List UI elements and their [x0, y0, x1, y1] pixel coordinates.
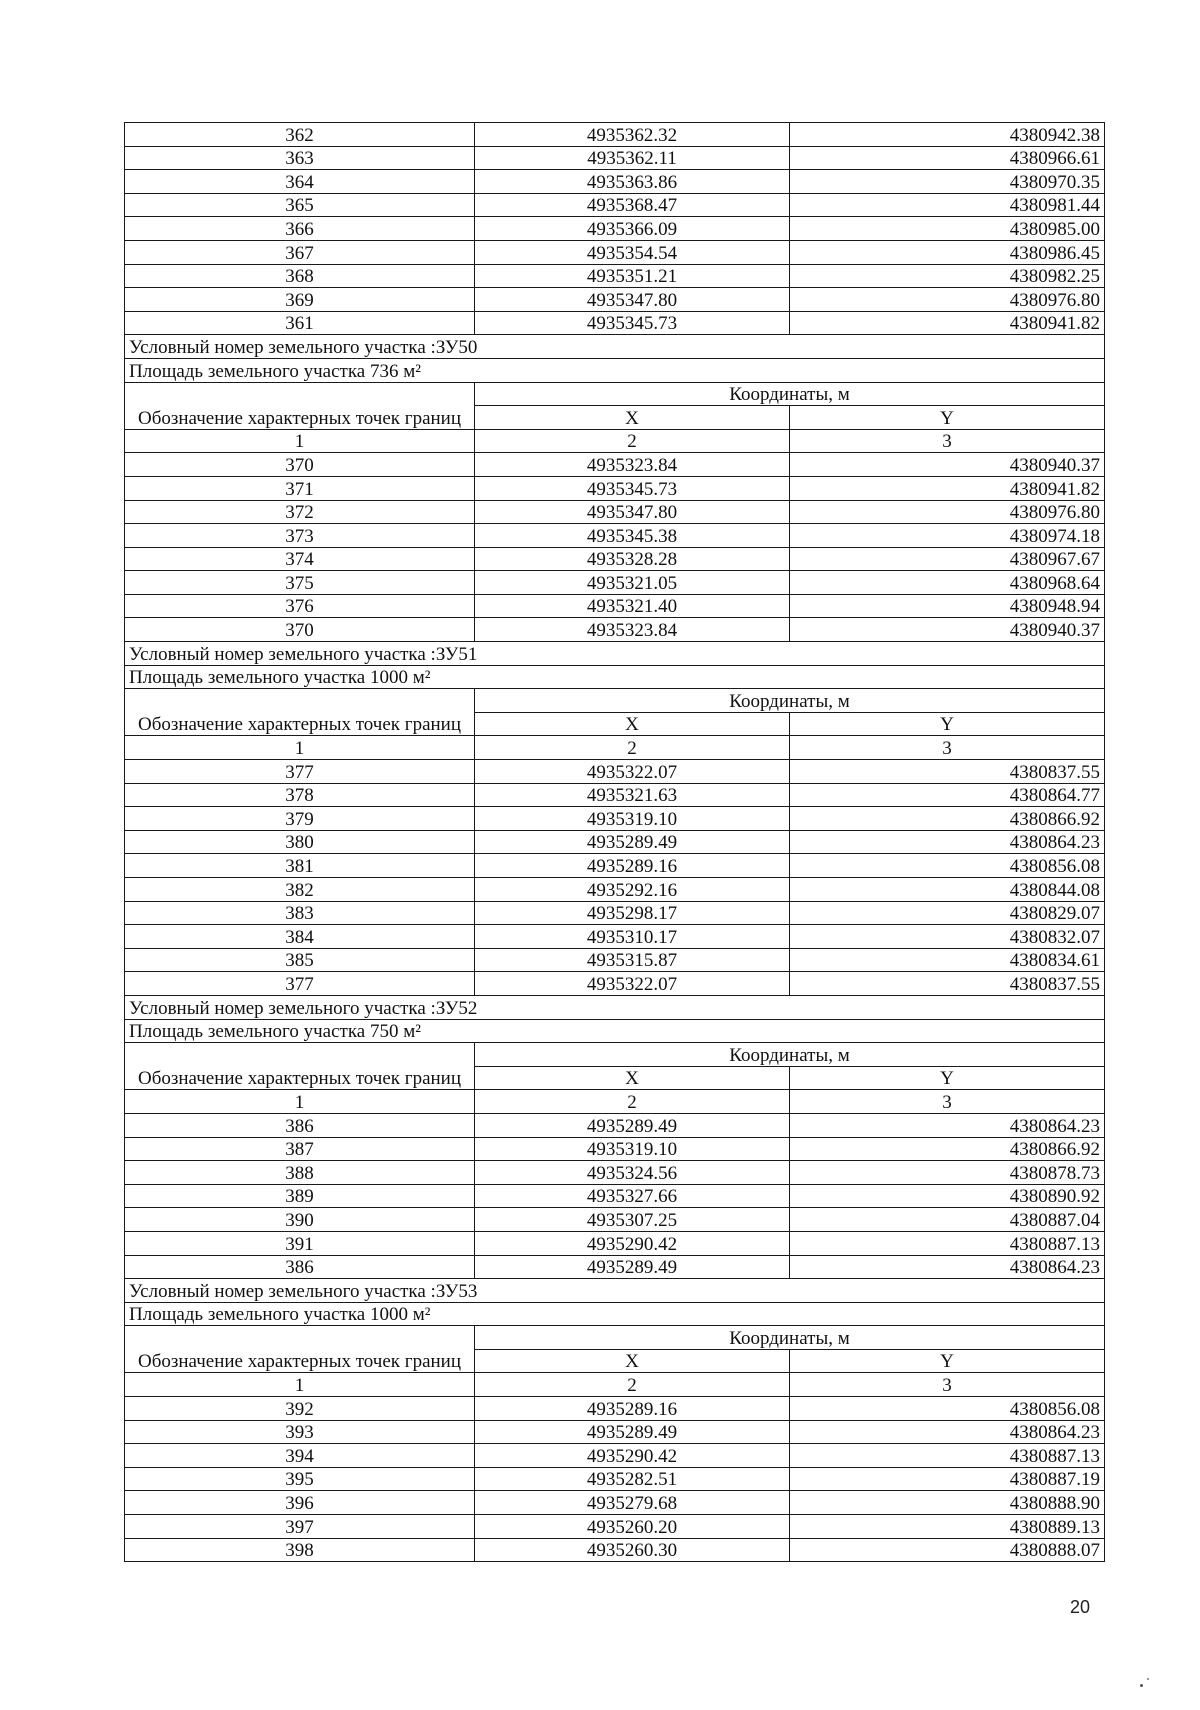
- table-row: [125, 1184, 1105, 1208]
- y-header: Y: [790, 712, 1105, 736]
- y-coordinate-cell: 4380948.94: [790, 594, 1105, 618]
- y-coordinate-cell: 4380864.77: [790, 783, 1105, 807]
- x-coordinate-cell: 4935289.49: [475, 830, 790, 854]
- y-coordinate-cell: 4380941.82: [790, 311, 1105, 335]
- table-row: [125, 1444, 1105, 1468]
- parcel-area-row: [125, 358, 1105, 382]
- x-coordinate-cell: 4935327.66: [475, 1184, 790, 1208]
- y-coordinate-cell: 4380967.67: [790, 547, 1105, 571]
- point-number-cell: 364: [125, 170, 475, 194]
- point-number-cell: 398: [125, 1538, 475, 1562]
- point-number-cell: 361: [125, 311, 475, 335]
- y-coordinate-cell: 4380887.19: [790, 1467, 1105, 1491]
- coordinates-header: Координаты, м: [475, 382, 1105, 406]
- point-number-cell: 369: [125, 288, 475, 312]
- table-row: [125, 783, 1105, 807]
- point-number-cell: 385: [125, 948, 475, 972]
- x-coordinate-cell: 4935292.16: [475, 878, 790, 902]
- table-row: [125, 1231, 1105, 1255]
- table-row: [125, 524, 1105, 548]
- y-coordinate-cell: 4380940.37: [790, 453, 1105, 477]
- x-coordinate-cell: 4935321.05: [475, 571, 790, 595]
- x-coordinate-cell: 4935290.42: [475, 1444, 790, 1468]
- parcel-area-row: [125, 1302, 1105, 1326]
- point-number-cell: 377: [125, 972, 475, 996]
- x-coordinate-cell: 4935260.30: [475, 1538, 790, 1562]
- y-coordinate-cell: 4380856.08: [790, 854, 1105, 878]
- y-coordinate-cell: 4380864.23: [790, 1255, 1105, 1279]
- x-coordinate-cell: 4935324.56: [475, 1161, 790, 1185]
- table-row: [125, 170, 1105, 194]
- coordinates-header: Координаты, м: [475, 1326, 1105, 1350]
- x-coordinate-cell: 4935354.54: [475, 240, 790, 264]
- y-coordinate-cell: 4380982.25: [790, 264, 1105, 288]
- x-coordinate-cell: 4935362.32: [475, 123, 790, 147]
- y-coordinate-cell: 4380856.08: [790, 1397, 1105, 1421]
- x-coordinate-cell: 4935289.16: [475, 1397, 790, 1421]
- table-row: [125, 500, 1105, 524]
- column-number: 1: [125, 429, 475, 453]
- point-number-cell: 384: [125, 925, 475, 949]
- y-coordinate-cell: 4380888.07: [790, 1538, 1105, 1562]
- y-coordinate-cell: 4380878.73: [790, 1161, 1105, 1185]
- column-number: 3: [790, 429, 1105, 453]
- point-number-cell: 394: [125, 1444, 475, 1468]
- point-number-cell: 366: [125, 217, 475, 241]
- table-row: [125, 1538, 1105, 1562]
- column-number: 2: [475, 736, 790, 760]
- table-row: [125, 618, 1105, 642]
- point-number-cell: 374: [125, 547, 475, 571]
- table-row: [125, 925, 1105, 949]
- x-coordinate-cell: 4935289.16: [475, 854, 790, 878]
- point-number-cell: 371: [125, 476, 475, 500]
- table-row: [125, 476, 1105, 500]
- table-row: [125, 571, 1105, 595]
- x-coordinate-cell: 4935298.17: [475, 901, 790, 925]
- table-row: [125, 1137, 1105, 1161]
- point-number-cell: 396: [125, 1491, 475, 1515]
- table-row: [125, 854, 1105, 878]
- header-row: [125, 1043, 1105, 1067]
- y-coordinate-cell: 4380844.08: [790, 878, 1105, 902]
- y-coordinate-cell: 4380942.38: [790, 123, 1105, 147]
- y-coordinate-cell: 4380888.90: [790, 1491, 1105, 1515]
- y-coordinate-cell: 4380974.18: [790, 524, 1105, 548]
- parcel-id-row: [125, 335, 1105, 359]
- point-number-cell: 370: [125, 453, 475, 477]
- point-number-cell: 382: [125, 878, 475, 902]
- y-coordinate-cell: 4380889.13: [790, 1515, 1105, 1539]
- point-number-cell: 393: [125, 1420, 475, 1444]
- table-row: [125, 264, 1105, 288]
- column-number: 3: [790, 736, 1105, 760]
- table-row: [125, 1420, 1105, 1444]
- table-row: [125, 453, 1105, 477]
- y-header: Y: [790, 406, 1105, 430]
- point-number-cell: 387: [125, 1137, 475, 1161]
- x-coordinate-cell: 4935323.84: [475, 618, 790, 642]
- coordinates-table: [124, 122, 1105, 1562]
- parcel-area-label: Площадь земельного участка 1000 м²: [125, 1302, 1105, 1326]
- x-coordinate-cell: 4935347.80: [475, 288, 790, 312]
- x-header: X: [475, 712, 790, 736]
- point-number-cell: 367: [125, 240, 475, 264]
- y-coordinate-cell: 4380837.55: [790, 760, 1105, 784]
- x-coordinate-cell: 4935345.38: [475, 524, 790, 548]
- x-coordinate-cell: 4935319.10: [475, 1137, 790, 1161]
- x-coordinate-cell: 4935347.80: [475, 500, 790, 524]
- table-row: [125, 878, 1105, 902]
- parcel-id-label: Условный номер земельного участка :ЗУ51: [125, 642, 1105, 666]
- table-row: [125, 1397, 1105, 1421]
- x-coordinate-cell: 4935315.87: [475, 948, 790, 972]
- y-coordinate-cell: 4380832.07: [790, 925, 1105, 949]
- x-coordinate-cell: 4935362.11: [475, 146, 790, 170]
- parcel-id-label: Условный номер земельного участка :ЗУ52: [125, 995, 1105, 1019]
- x-header: X: [475, 1066, 790, 1090]
- designation-header: Обозначение характерных точек границ: [125, 382, 475, 429]
- x-coordinate-cell: 4935322.07: [475, 972, 790, 996]
- point-number-cell: 389: [125, 1184, 475, 1208]
- designation-header: Обозначение характерных точек границ: [125, 1043, 475, 1090]
- column-number-row: [125, 736, 1105, 760]
- point-number-cell: 362: [125, 123, 475, 147]
- x-coordinate-cell: 4935279.68: [475, 1491, 790, 1515]
- table-row: [125, 760, 1105, 784]
- y-coordinate-cell: 4380968.64: [790, 571, 1105, 595]
- table-row: [125, 1491, 1105, 1515]
- x-coordinate-cell: 4935363.86: [475, 170, 790, 194]
- x-coordinate-cell: 4935289.49: [475, 1420, 790, 1444]
- x-coordinate-cell: 4935290.42: [475, 1231, 790, 1255]
- designation-header: Обозначение характерных точек границ: [125, 1326, 475, 1373]
- coordinates-table-body: [125, 123, 1105, 1562]
- x-coordinate-cell: 4935322.07: [475, 760, 790, 784]
- table-row: [125, 146, 1105, 170]
- point-number-cell: 388: [125, 1161, 475, 1185]
- table-row: [125, 547, 1105, 571]
- x-coordinate-cell: 4935321.40: [475, 594, 790, 618]
- y-coordinate-cell: 4380829.07: [790, 901, 1105, 925]
- point-number-cell: 391: [125, 1231, 475, 1255]
- point-number-cell: 368: [125, 264, 475, 288]
- column-number: 1: [125, 1090, 475, 1114]
- x-coordinate-cell: 4935328.28: [475, 547, 790, 571]
- column-number: 2: [475, 429, 790, 453]
- header-row: [125, 382, 1105, 406]
- designation-header: Обозначение характерных точек границ: [125, 689, 475, 736]
- y-coordinate-cell: 4380981.44: [790, 193, 1105, 217]
- point-number-cell: 380: [125, 830, 475, 854]
- header-row: [125, 689, 1105, 713]
- y-header: Y: [790, 1066, 1105, 1090]
- table-row: [125, 1113, 1105, 1137]
- y-coordinate-cell: 4380966.61: [790, 146, 1105, 170]
- table-row: [125, 901, 1105, 925]
- point-number-cell: 383: [125, 901, 475, 925]
- y-coordinate-cell: 4380837.55: [790, 972, 1105, 996]
- parcel-id-row: [125, 1279, 1105, 1303]
- point-number-cell: 390: [125, 1208, 475, 1232]
- table-row: [125, 1515, 1105, 1539]
- x-coordinate-cell: 4935368.47: [475, 193, 790, 217]
- table-row: [125, 972, 1105, 996]
- table-row: [125, 1161, 1105, 1185]
- page-number: 20: [1069, 1597, 1090, 1617]
- y-coordinate-cell: 4380976.80: [790, 288, 1105, 312]
- y-header: Y: [790, 1349, 1105, 1373]
- y-coordinate-cell: 4380985.00: [790, 217, 1105, 241]
- column-number: 1: [125, 1373, 475, 1397]
- y-coordinate-cell: 4380864.23: [790, 830, 1105, 854]
- column-number: 3: [790, 1373, 1105, 1397]
- column-number: 2: [475, 1373, 790, 1397]
- point-number-cell: 386: [125, 1255, 475, 1279]
- y-coordinate-cell: 4380976.80: [790, 500, 1105, 524]
- y-coordinate-cell: 4380940.37: [790, 618, 1105, 642]
- coordinates-header: Координаты, м: [475, 1043, 1105, 1067]
- point-number-cell: 378: [125, 783, 475, 807]
- y-coordinate-cell: 4380887.13: [790, 1444, 1105, 1468]
- x-header: X: [475, 1349, 790, 1373]
- y-coordinate-cell: 4380887.13: [790, 1231, 1105, 1255]
- scan-speck: [1147, 1678, 1149, 1680]
- point-number-cell: 375: [125, 571, 475, 595]
- parcel-area-label: Площадь земельного участка 1000 м²: [125, 665, 1105, 689]
- x-coordinate-cell: 4935310.17: [475, 925, 790, 949]
- parcel-area-row: [125, 1019, 1105, 1043]
- table-row: [125, 311, 1105, 335]
- parcel-id-row: [125, 995, 1105, 1019]
- coordinates-header: Координаты, м: [475, 689, 1105, 713]
- x-coordinate-cell: 4935307.25: [475, 1208, 790, 1232]
- column-number-row: [125, 1090, 1105, 1114]
- table-row: [125, 217, 1105, 241]
- scan-speck: [1140, 1684, 1143, 1687]
- x-header: X: [475, 406, 790, 430]
- y-coordinate-cell: 4380864.23: [790, 1113, 1105, 1137]
- table-row: [125, 288, 1105, 312]
- table-row: [125, 594, 1105, 618]
- table-row: [125, 1255, 1105, 1279]
- y-coordinate-cell: 4380864.23: [790, 1420, 1105, 1444]
- x-coordinate-cell: 4935319.10: [475, 807, 790, 831]
- point-number-cell: 372: [125, 500, 475, 524]
- table-row: [125, 948, 1105, 972]
- x-coordinate-cell: 4935282.51: [475, 1467, 790, 1491]
- table-row: [125, 807, 1105, 831]
- header-row: [125, 1326, 1105, 1350]
- x-coordinate-cell: 4935289.49: [475, 1255, 790, 1279]
- table-row: [125, 830, 1105, 854]
- y-coordinate-cell: 4380970.35: [790, 170, 1105, 194]
- point-number-cell: 379: [125, 807, 475, 831]
- x-coordinate-cell: 4935260.20: [475, 1515, 790, 1539]
- point-number-cell: 386: [125, 1113, 475, 1137]
- y-coordinate-cell: 4380866.92: [790, 1137, 1105, 1161]
- column-number: 1: [125, 736, 475, 760]
- point-number-cell: 365: [125, 193, 475, 217]
- table-row: [125, 240, 1105, 264]
- column-number: 2: [475, 1090, 790, 1114]
- y-coordinate-cell: 4380834.61: [790, 948, 1105, 972]
- point-number-cell: 377: [125, 760, 475, 784]
- table-row: [125, 193, 1105, 217]
- point-number-cell: 397: [125, 1515, 475, 1539]
- y-coordinate-cell: 4380986.45: [790, 240, 1105, 264]
- parcel-id-row: [125, 642, 1105, 666]
- x-coordinate-cell: 4935366.09: [475, 217, 790, 241]
- parcel-id-label: Условный номер земельного участка :ЗУ53: [125, 1279, 1105, 1303]
- table-row: [125, 1467, 1105, 1491]
- parcel-area-row: [125, 665, 1105, 689]
- y-coordinate-cell: 4380890.92: [790, 1184, 1105, 1208]
- parcel-area-label: Площадь земельного участка 750 м²: [125, 1019, 1105, 1043]
- point-number-cell: 370: [125, 618, 475, 642]
- y-coordinate-cell: 4380866.92: [790, 807, 1105, 831]
- point-number-cell: 395: [125, 1467, 475, 1491]
- x-coordinate-cell: 4935321.63: [475, 783, 790, 807]
- x-coordinate-cell: 4935323.84: [475, 453, 790, 477]
- table-row: [125, 123, 1105, 147]
- parcel-id-label: Условный номер земельного участка :ЗУ50: [125, 335, 1105, 359]
- column-number: 3: [790, 1090, 1105, 1114]
- column-number-row: [125, 1373, 1105, 1397]
- x-coordinate-cell: 4935289.49: [475, 1113, 790, 1137]
- y-coordinate-cell: 4380941.82: [790, 476, 1105, 500]
- point-number-cell: 363: [125, 146, 475, 170]
- x-coordinate-cell: 4935345.73: [475, 476, 790, 500]
- column-number-row: [125, 429, 1105, 453]
- x-coordinate-cell: 4935345.73: [475, 311, 790, 335]
- point-number-cell: 381: [125, 854, 475, 878]
- point-number-cell: 373: [125, 524, 475, 548]
- table-row: [125, 1208, 1105, 1232]
- parcel-area-label: Площадь земельного участка 736 м²: [125, 358, 1105, 382]
- point-number-cell: 392: [125, 1397, 475, 1421]
- y-coordinate-cell: 4380887.04: [790, 1208, 1105, 1232]
- x-coordinate-cell: 4935351.21: [475, 264, 790, 288]
- point-number-cell: 376: [125, 594, 475, 618]
